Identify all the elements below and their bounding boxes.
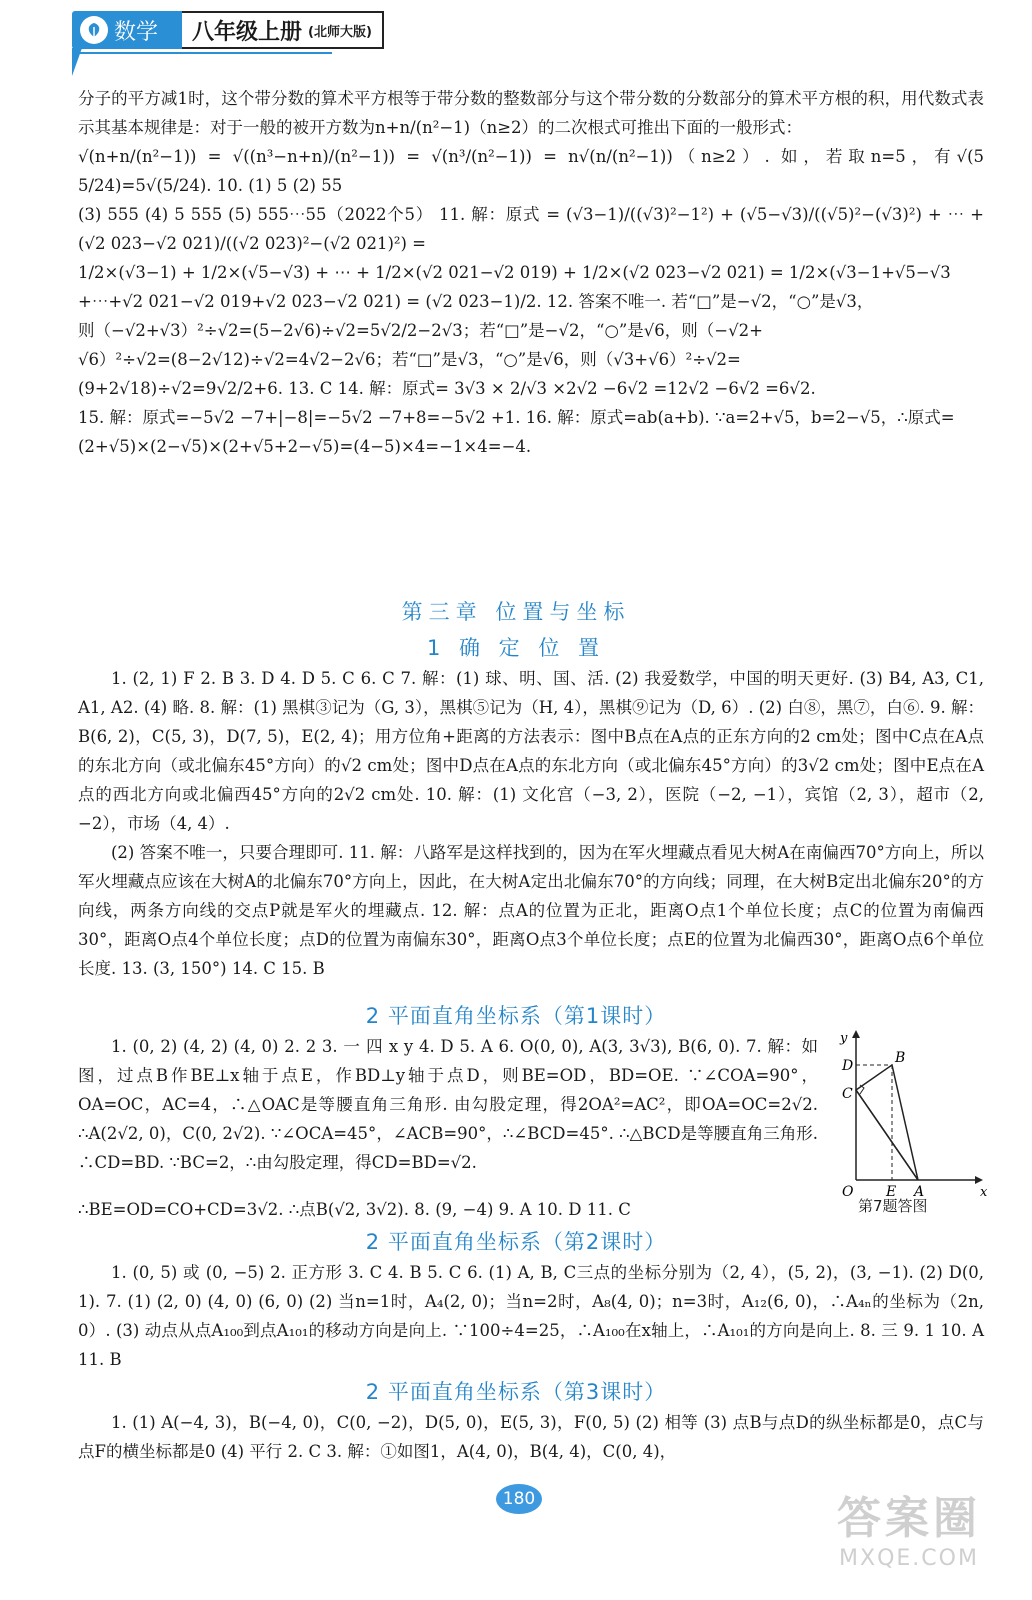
answer-paragraph: √(n+n/(n²−1)) = √((n³−n+n)/(n²−1)) = √(n³/(n²−1)) = n√(n/(n²−1))（n≥2）. 如，若取n=5，有√(5 5/24)=5√(5/24). 10. (1) 5 (2) 55 [78,147,984,195]
page-number: 180 [496,1484,542,1514]
figure-label: D [842,1058,854,1074]
answer-block-section2 [78,1032,818,1177]
answer-paragraph: 1/2×(√3−1) + 1/2×(√5−√3) + ⋯ + 1/2×(√2 021−√2 019) + 1/2×(√2 023−√2 021) = 1/2×(√3−1+√5−√3 [78,263,951,282]
answer-paragraph: 则（−√2+√3）²÷√2=(5−2√6)÷√2=5√2/2−2√3；若“□”是−√2，“○”是√6，则（−√2+ [78,321,763,340]
coordinate-figure [830,1030,990,1220]
section-title: 1 确 定 位 置 [426,636,606,660]
answer-paragraph: 15. 解：原式=−5√2 −7+|−8|=−5√2 −7+8=−5√2 +1. 16. 解：原式=ab(a+b). ∵a=2+√5，b=2−√5，∴原式= [78,408,955,427]
answer-paragraph: (3) 555 (4) 5 555 (5) 555⋯55（2022个5） 11. 解：原式 = (√3−1)/((√3)²−1²) + (√5−√3)/((√5)²−(√3)²) + ⋯ + (√2 023−√2 021)/((√2 023)²−(√2 021)²) = [78,205,984,253]
watermark-logo: 答案圈 MXQE.COM [837,1493,981,1571]
figure-label: C [842,1086,853,1102]
answer-paragraph: 1. (2, 1) F 2. B 3. D 4. D 5. C 6. C 7. 解：(1) 球、明、国、活. (2) 我爱数学，中国的明天更好. (3) B4, A3, C1, A1, A2. (4) 略. 8. 解：(1) 黑棋③记为（G, 3），黑棋⑤记为（H, 4），黑棋⑨记为（D, 6）. (2) 白⑧，黑⑦，白⑥. 9. 解：B(6, 2)，C(5, 3)，D(7, 5)，E(2, 4)；用方位角+距离的方法表示：图中B点在A点的正东方向的2 cm处；图中C点在A点的东北方向（或北偏东45°方向）的√2 cm处；图中D点在A点的东北方向（或北偏东45°方向）的3√2 cm处；图中E点在A点的西北方向或北偏西45°方向的2√2 cm处. 10. 解：(1) 文化宫（−3, 2），医院（−2, −1），宾馆（2, 3），超市（2, −2），市场（4, 4）. [78,669,984,833]
figure-caption: 第7题答图 [858,1197,928,1215]
answer-paragraph: (9+2√18)÷√2=9√2/2+6. 13. C 14. 解：原式= 3√3 × 2/√3 ×2√2 −6√2 =12√2 −6√2 =6√2. [78,379,816,398]
answer-block-section3 [78,1258,984,1374]
answer-paragraph: (2) 答案不唯一，只要合理即可. 11. 解：八路军是这样找到的，因为在军火埋藏点看见大树A在南偏西70°方向上，所以军火埋藏点应该在大树A的北偏东70°方向上，因此，在大树A定出北偏东70°的方向线；同理，在大树B定出北偏东20°的方向线，两条方向线的交点P就是军火的埋藏点. 12. 解：点A的位置为正北，距离O点1个单位长度；点C的位置为南偏西30°，距离O点4个单位长度；点D的位置为南偏东30°，距离O点3个单位长度；点E的位置为北偏西30°，距离O点6个单位长度. 13. (3, 150°) 14. C 15. B [78,843,984,978]
answer-paragraph: 1. (0, 5) 或 (0, −5) 2. 正方形 3. C 4. B 5. C 6. (1) A, B, C三点的坐标分别为（2, 4），(5, 2)，(3, −1). (2) D(0, 1). 7. (1) (2, 0) (4, 0) (6, 0) (2) 当n=1时，A₄(2, 0)；当n=2时，A₈(4, 0)；n=3时，A₁₂(6, 0)，∴A₄ₙ的坐标为（2n, 0）. (3) 动点从点A₁₀₀到点A₁₀₁的移动方向是向上. ∵100÷4=25，∴A₁₀₀在x轴上，∴A₁₀₁的方向是向上. 8. 三 9. 1 10. A 11. B [78,1263,984,1369]
subject-label: 数学 [114,19,159,45]
section-title: 2 平面直角坐标系（第2课时） [365,1230,667,1254]
page-header [72,10,384,50]
grade-label: 八年级上册 [192,19,303,45]
leaf-icon [80,16,108,44]
figure-label: E [886,1184,897,1200]
answer-paragraph: √6）²÷√2=(8−2√12)÷√2=4√2−2√6；若“□”是√3，“○”是√6，则（√3+√6）²÷√2= [78,350,741,369]
answer-paragraph: +⋯+√2 021−√2 019+√2 023−√2 021) = (√2 023−1)/2. 12. 答案不唯一. 若“□”是−√2，“○”是√3， [78,292,874,311]
answer-block-top [78,84,984,461]
grade-box [182,11,384,49]
answer-paragraph: ∴BE=OD=CO+CD=3√2. ∴点B(√2, 3√2). 8. (9, −4) 9. A 10. D 11. C [78,1200,631,1219]
answer-paragraph: (2+√5)×(2−√5)×(2+√5+2−√5)=(4−5)×4=−1×4=−4. [78,437,532,456]
chapter-title: 第三章 位置与坐标 [401,600,631,624]
edition-label: (北师大版) [308,24,372,40]
figure-label: O [842,1184,854,1200]
subject-tab [72,11,182,49]
section-title: 2 平面直角坐标系（第3课时） [365,1380,667,1404]
answer-paragraph: 1. (1) A(−4, 3)，B(−4, 0)，C(0, −2)，D(5, 0)，E(5, 3)，F(0, 5) (2) 相等 (3) 点B与点D的纵坐标都是0，点C与点F的横坐标都是0 (4) 平行 2. C 3. 解：①如图1，A(4, 0)，B(4, 4)，C(0, 4)， [78,1413,984,1461]
figure-label: A [914,1184,925,1200]
section-title: 2 平面直角坐标系（第1课时） [365,1004,667,1028]
header-corner-decoration [72,48,82,76]
figure-label: y [840,1031,848,1046]
answer-block-section4 [78,1408,984,1466]
answer-block-section1 [78,664,984,983]
answer-paragraph: 1. (0, 2) (4, 2) (4, 0) 2. 2 3. 一 四 x y 4. D 5. A 6. O(0, 0), A(3, 3√3), B(6, 0). 7. 解：如图，过点B作BE⊥x轴于点E，作BD⊥y轴于点D，则BE=OD，BD=OE. ∵∠COA=90°，OA=OC，AC=4，∴△OAC是等腰直角三角形. 由勾股定理，得2OA²=AC²，即OA=OC=2√2. ∴A(2√2, 0)，C(0, 2√2). ∵∠OCA=45°，∠ACB=90°，∴∠BCD=45°. ∴△BCD是等腰直角三角形. ∴CD=BD. ∵BC=2，∴由勾股定理，得CD=BD=√2. [78,1037,818,1172]
figure-label: B [895,1050,906,1066]
header-rule [72,52,332,54]
figure-label: x [980,1185,988,1200]
answer-paragraph: 分子的平方减1时，这个带分数的算术平方根等于带分数的整数部分与这个带分数的分数部分的算术平方根的积，用代数式表示其基本规律是：对于一般的被开方数为n+n/(n²−1)（n≥2）的二次根式可推出下面的一般形式： [78,89,984,137]
